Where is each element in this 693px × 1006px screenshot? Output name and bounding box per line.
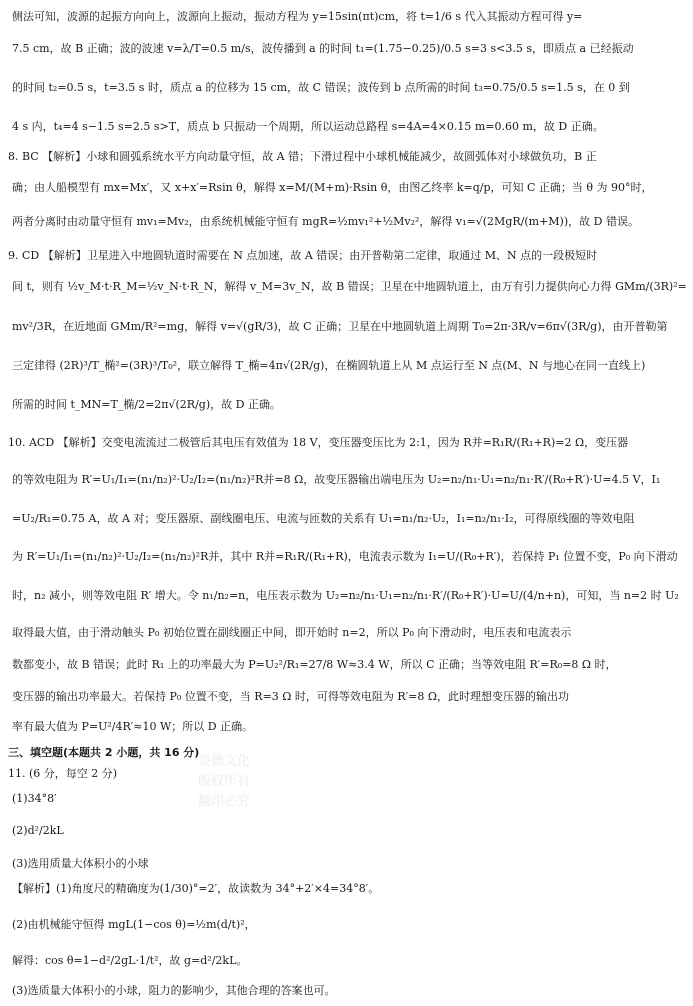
watermark-text: 版权所有 (197, 774, 250, 789)
text-line: 侧法可知，波源的起振方向向上，波源向上振动，振动方程为 y=15sin(πt)cm，将 t=1/6 s 代入其振动方程可得 y= (12, 10, 583, 23)
text-line: 解得：cos θ=1−d²/2gL·1/t²，故 g=d²/2kL。 (12, 954, 248, 967)
text-line: (2)由机械能守恒得 mgL(1−cos θ)=½m(d/t)²， (12, 918, 256, 931)
watermark-stamp (178, 752, 270, 814)
text-line: =U₂/R₁=0.75 A，故 A 对；变压器原、副线圈电压、电流与匝数的关系有 U₁=n₁/n₂·U₂，I₁=n₂/n₁·I₂，可得原线圈的等效电阻 (12, 512, 635, 525)
text-line: 的等效电阻为 R′=U₁/I₁=(n₁/n₂)²·U₂/I₂=(n₁/n₂)²R并=8 Ω，故变压器输出端电压为 U₂=n₂/n₁·U₁=n₂/n₁·R′/(R₀+R′)·U=4.5 V，I₁ (12, 473, 661, 486)
answer-10-heading: 10. ACD 【解析】交变电流流过二极管后其电压有效值为 18 V，变压器变压比为 2:1，因为 R并=R₁R/(R₁+R)=2 Ω，变压器 (8, 436, 629, 449)
watermark-text: 炎德文化 (197, 754, 250, 769)
text-line: 三定律得 (2R)³/T_椭²=(3R)³/T₀²，联立解得 T_椭=4π√(2R/g)，在椭圆轨道上从 M 点运行至 N 点(M、N 与地心在同一直线上) (12, 359, 646, 372)
watermark-text: 翻印必究 (197, 794, 250, 809)
text-line: 取得最大值，由于滑动触头 P₀ 初始位置在副线圈正中间，即开始时 n=2，所以 P₀ 向下滑动时，电压表和电流表示 (12, 626, 572, 639)
text-line: 率有最大值为 P=U²/4R′≈10 W；所以 D 正确。 (12, 720, 254, 733)
text-line: 确；由人船模型有 mx=Mx′，又 x+x′=Rsin θ，解得 x=M/(M+m)·Rsin θ，由图乙终率 k=q/p，可知 C 正确；当 θ 为 90°时， (12, 181, 653, 194)
text-line: 变压器的输出功率最大。若保持 P₀ 位置不变，当 R=3 Ω 时，可得等效电阻为 R′=8 Ω，此时理想变压器的输出功 (12, 690, 570, 703)
text-line: 的时间 t₂=0.5 s，t=3.5 s 时，质点 a 的位移为 15 cm，故 C 错误；波传到 b 点所需的时间 t₃=0.75/0.5 s=1.5 s，在 0 到 (12, 81, 630, 94)
question-11-heading: 11. (6 分，每空 2 分) (8, 767, 118, 780)
answer-part-3: (3)选用质量大体积小的小球 (12, 857, 149, 870)
text-line: (3)选质量大体积小的小球，阻力的影响少，其他合理的答案也可。 (12, 984, 336, 997)
text-line: 7.5 cm，故 B 正确；波的波速 v=λ/T=0.5 m/s，波传播到 a 的时间 t₁=(1.75−0.25)/0.5 s=3 s<3.5 s，即质点 a 已经振动 (12, 42, 634, 55)
answer-8-heading: 8. BC 【解析】小球和圆弧系统水平方向动量守恒，故 A 错；下滑过程中小球机械能减少，故圆弧体对小球做负功，B 正 (8, 150, 597, 163)
text-line: 两者分离时由动量守恒有 mv₁=Mv₂，由系统机械能守恒有 mgR=½mv₁²+½Mv₂²，解得 v₁=√(2MgR/(m+M))，故 D 错误。 (12, 215, 639, 228)
text-line: mv²/3R，在近地面 GMm/R²=mg，解得 v=√(gR/3)，故 C 正确；卫星在中地圆轨道上周期 T₀=2π·3R/v=6π√(3R/g)，由开普勒第 (12, 320, 668, 333)
text-line: 间 t，则有 ½v_M·t·R_M=½v_N·t·R_N，解得 v_M=3v_N，故 B 错误；卫星在中地圆轨道上，由万有引力提供向心力得 GMm/(3R)²= (12, 280, 687, 293)
text-line: 时，n₂ 减小，则等效电阻 R′ 增大。令 n₁/n₂=n，电压表示数为 U₂=n₂/n₁·U₁=n₂/n₁·R′/(R₀+R′)·U=U/(4/n+n)，可知，当 n=2 时 U₂ (12, 589, 679, 602)
answer-part-1: (1)34°8′ (12, 792, 57, 805)
answer-9-heading: 9. CD 【解析】卫星进入中地圆轨道时需要在 N 点加速，故 A 错误；由开普勒第二定律，取通过 M、N 点的一段极短时 (8, 249, 598, 262)
answer-part-2: (2)d²/2kL (12, 824, 64, 837)
text-line: 4 s 内，t₄=4 s−1.5 s=2.5 s>T，质点 b 只振动一个周期，所以运动总路程 s=4A=4×0.15 m=0.60 m，故 D 正确。 (12, 120, 604, 133)
text-line: 为 R′=U₁/I₁=(n₁/n₂)²·U₂/I₂=(n₁/n₂)²R并，其中 R并=R₁R/(R₁+R)，电流表示数为 I₁=U/(R₀+R′)，若保持 P₁ 位置不变，P₀ 向下滑动 (12, 550, 678, 563)
text-line: 所需的时间 t_MN=T_椭/2=2π√(2R/g)，故 D 正确。 (12, 398, 281, 411)
explanation-heading: 【解析】(1)角度尺的精确度为(1/30)°=2′，故读数为 34°+2′×4=34°8′。 (12, 882, 380, 895)
section-heading: 三、填空题(本题共 2 小题，共 16 分) (8, 746, 200, 759)
text-line: 数都变小，故 B 错误；此时 R₁ 上的功率最大为 P=U₂²/R₁=27/8 W≈3.4 W，所以 C 正确；当等效电阻 R′=R₀=8 Ω 时， (12, 658, 617, 671)
